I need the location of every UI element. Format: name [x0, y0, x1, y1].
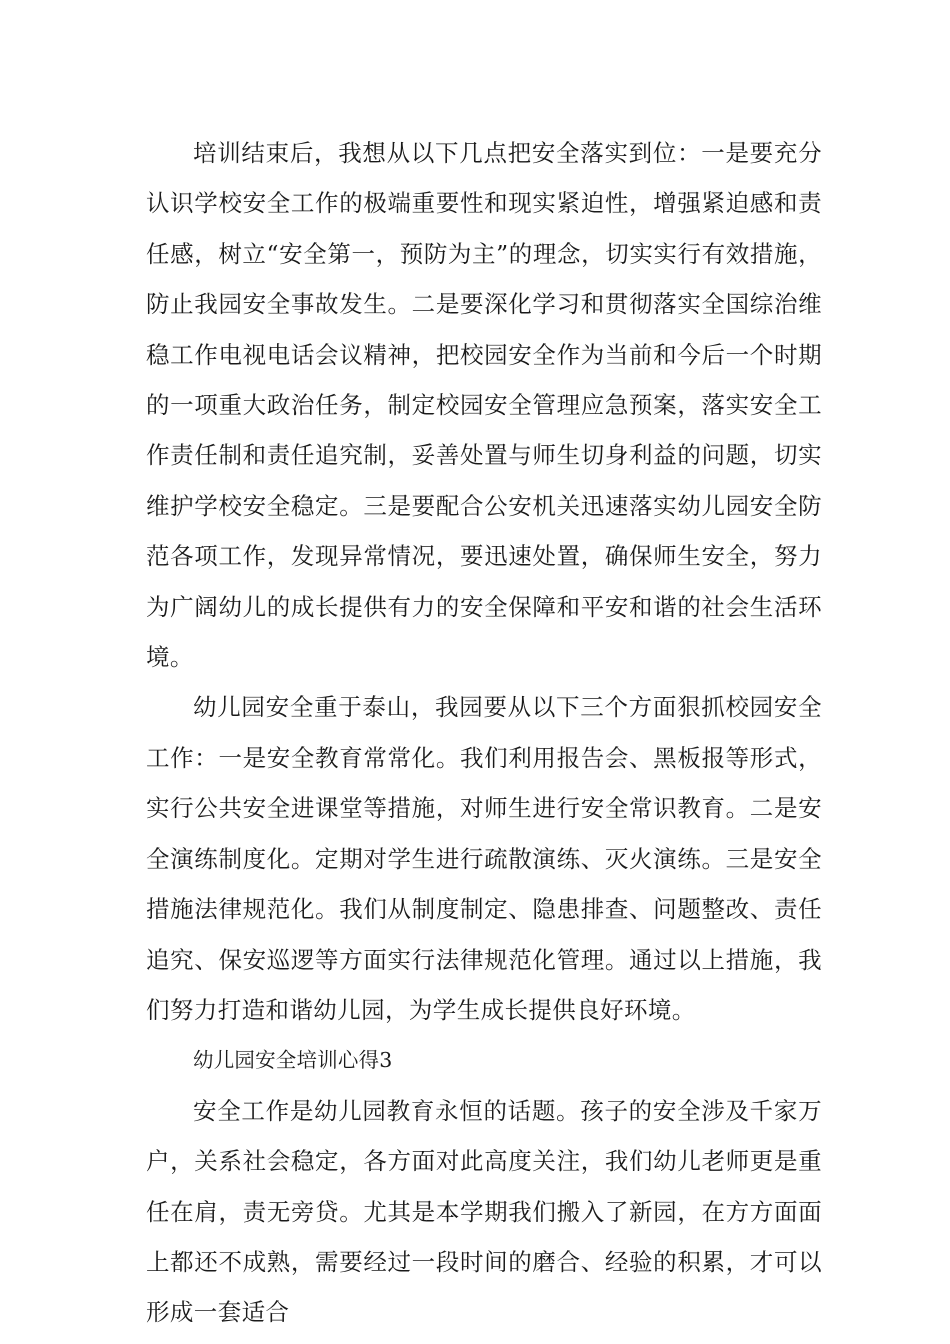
paragraph-safety-topic: 安全工作是幼儿园教育永恒的话题。孩子的安全涉及千家万户，关系社会稳定，各方面对此高度关注，我们幼儿老师更是重任在肩，责无旁贷。尤其是本学期我们搬入了新园，在方方面面上都还不成熟，需要经过一段时间的磨合、经验的积累，才可以形成一套适合	[146, 1096, 822, 1327]
paragraph-three-aspects: 幼儿园安全重于泰山，我园要从以下三个方面狠抓校园安全工作：一是安全教育常常化。我们利用报告会、黑板报等形式，实行公共安全进课堂等措施，对师生进行安全常识教育。二是安全演练制度化。定期对学生进行疏散演练、灭火演练。三是安全措施法律规范化。我们从制度制定、隐患排查、问题整改、责任追究、保安巡逻等方面实行法律规范化管理。通过以上措施，我们努力打造和谐幼儿园，为学生成长提供良好环境。	[146, 693, 822, 1024]
document-body	[146, 128, 822, 1338]
paragraph-safety-measures: 培训结束后，我想从以下几点把安全落实到位：一是要充分认识学校安全工作的极端重要性和现实紧迫性，增强紧迫感和责任感，树立“安全第一，预防为主”的理念，切实实行有效措施，防止我园安全事故发生。二是要深化学习和贯彻落实全国综治维稳工作电视电话会议精神，把校园安全作为当前和今后一个时期的一项重大政治任务，制定校园安全管理应急预案，落实安全工作责任制和责任追究制，妥善处置与师生切身利益的问题，切实维护学校安全稳定。三是要配合公安机关迅速落实幼儿园安全防范各项工作，发现异常情况，要迅速处置，确保师生安全，努力为广阔幼儿的成长提供有力的安全保障和平安和谐的社会生活环境。	[146, 139, 822, 672]
section-heading: 幼儿园安全培训心得3	[193, 1048, 393, 1073]
